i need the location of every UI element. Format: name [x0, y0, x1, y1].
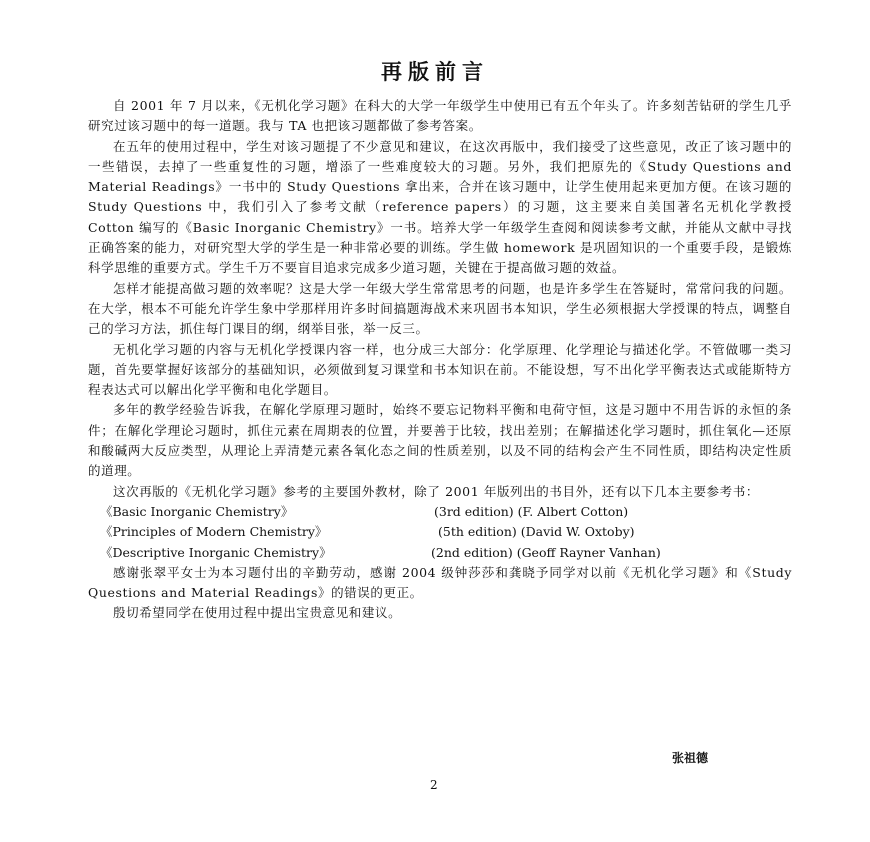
- reference-list: [88, 502, 792, 563]
- paragraph-5: 多年的教学经验告诉我，在解化学原理习题时，始终不要忘记物料平衡和电荷守恒，这是习题中不用告诉的永恒的条件；在解化学理论习题时，抓住元素在周期表的位置，并要善于比较，找出差别；在解描述化学习题时，抓住氧化—还原和酸碱两大反应类型，从理论上弄清楚元素各氧化态之间的性质差别，以及不同的结构会产生不同性质，即结构决定性质的道理。: [88, 402, 792, 479]
- reference-item: [88, 502, 792, 522]
- reference-item: [88, 522, 792, 542]
- paragraph-6: 这次再版的《无机化学习题》参考的主要国外教材，除了 2001 年版列出的书目外，还有以下几本主要参考书：: [113, 483, 759, 499]
- paragraph-4: 无机化学习题的内容与无机化学授课内容一样，也分成三大部分：化学原理、化学理论与描述化学。不管做哪一类习题，首先要掌握好该部分的基础知识，必须做到复习课堂和书本知识在前。不能设想，写不出化学平衡表达式或能斯特方程表达式可以解出化学平衡和电化学题目。: [88, 341, 792, 398]
- reference-title: 《Principles of Modern Chemistry》: [100, 524, 328, 540]
- paragraph-1: 自 2001 年 7 月以来，《无机化学习题》在科大的大学一年级学生中使用已有五个年头了。许多刻苦钻研的学生几乎研究过该习题中的每一道题。我与 TA 也把该习题都做了参考答案。: [88, 98, 792, 134]
- reference-edition: (5th edition) (David W. Oxtoby): [438, 524, 635, 540]
- preface-body: [88, 96, 792, 624]
- reference-edition: (3rd edition) (F. Albert Cotton): [434, 503, 629, 519]
- reference-item: [88, 543, 792, 563]
- acknowledgement-paragraph: 感谢张翠平女士为本习题付出的辛勤劳动，感谢 2004 级钟莎莎和龚晓予同学对以前《无机化学习题》和《Study Questions and Material Readings》的错误的更正。: [88, 564, 792, 601]
- paragraph-3: 怎样才能提高做习题的效率呢？这是大学一年级大学生常常思考的问题，也是许多学生在答疑时，常常问我的问题。在大学，根本不可能允许学生象中学那样用许多时间搞题海战术来巩固书本知识，学生必须根据大学授课的特点，调整自己的学习方法，抓住每门课目的纲，纲举目张，举一反三。: [88, 280, 792, 337]
- page-number: 2: [430, 778, 438, 792]
- paragraph-2: 在五年的使用过程中，学生对该习题提了不少意见和建议，在这次再版中，我们接受了这些意见，改正了该习题中的一些错误，去掉了一些重复性的习题，增添了一些难度较大的习题。另外，我们把原先的《Study Questions and Material Readings》一书中的 Study Questions 拿出来，合并在该习题中，让学生使用起来更加方便。在该习题的 Study Questions 中，我们引入了参考文献（reference papers）的习题，这主要来自美国著名无机化学教授 Cotton 编写的《Basic Inorganic Chemistry》一书。培养大学一年级学生查阅和阅读参考文献，并能从文献中寻找正确答案的能力，对研究型大学的学生是一种非常必要的训练。学生做 homework 是巩固知识的一个重要手段，是锻炼科学思维的重要方式。学生千万不要盲目追求完成多少道习题，关键在于提高做习题的效益。: [88, 138, 792, 276]
- reference-title: 《Basic Inorganic Chemistry》: [100, 503, 294, 519]
- closing-paragraph: 殷切希望同学在使用过程中提出宝贵意见和建议。: [113, 605, 402, 621]
- author-signature: 张祖德: [672, 751, 709, 765]
- page-title: 再版前言: [381, 59, 489, 84]
- reference-edition: (2nd edition) (Geoff Rayner Vanhan): [431, 544, 661, 560]
- reference-title: 《Descriptive Inorganic Chemistry》: [100, 544, 332, 560]
